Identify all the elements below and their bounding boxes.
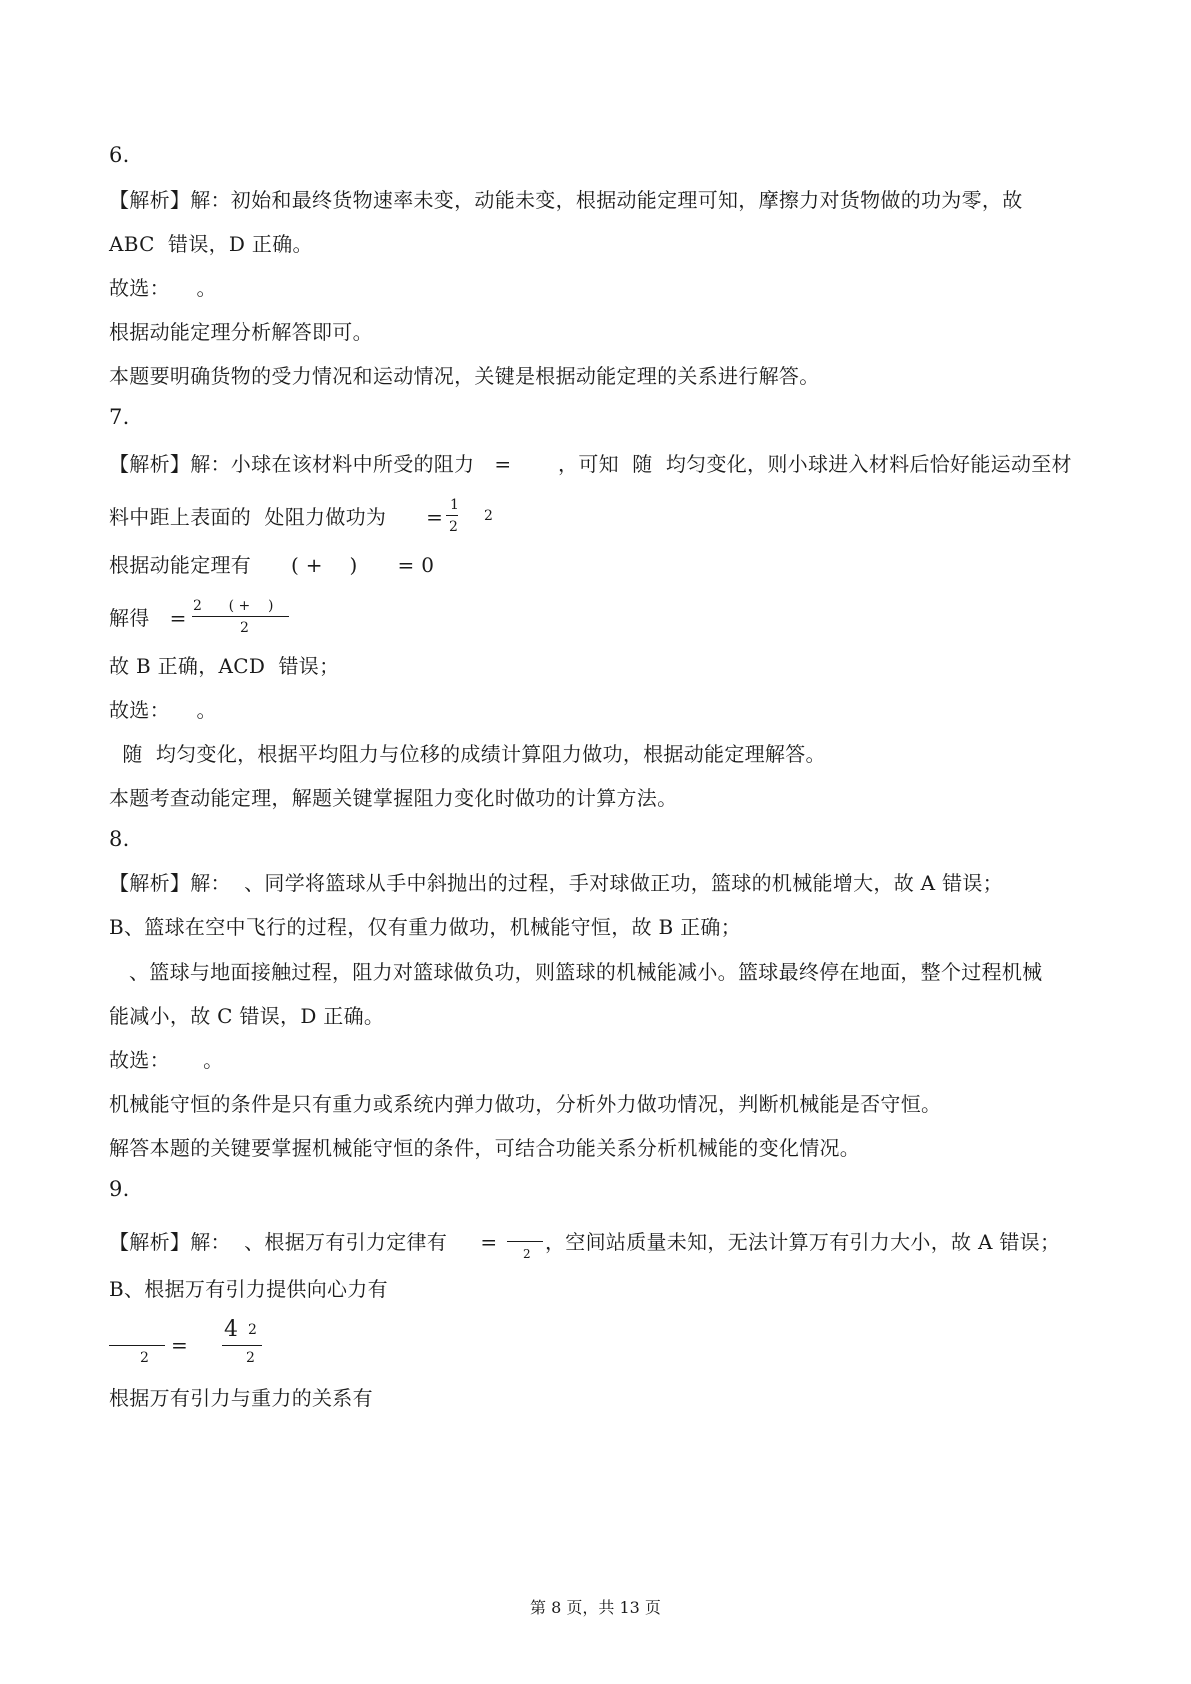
q9-gravity-fraction-bar: [507, 1241, 543, 1242]
q8-solution-line-1: 【解析】解： 、同学将篮球从手中斜抛出的过程，手对球做正功，篮球的机械能增大，故 A 错误；: [109, 871, 1003, 895]
q8-analysis: 机械能守恒的条件是只有重力或系统内弹力做功，分析外力做功情况，判断机械能是否守恒。: [109, 1092, 942, 1116]
q7-solution-line-4-label: 解得 =: [109, 606, 187, 630]
q9-solution-line-1-start: 【解析】解： 、根据万有引力定律有 =: [109, 1230, 498, 1254]
question-8-number: 8.: [109, 827, 130, 851]
question-7-number: 7.: [109, 405, 130, 429]
q8-choice: 故选： 。: [109, 1048, 224, 1072]
q8-comment: 解答本题的关键要掌握机械能守恒的条件，可结合功能关系分析机械能的变化情况。: [109, 1136, 861, 1160]
q9-gravity-denominator: 2: [523, 1247, 531, 1261]
q6-choice: 故选： 。: [109, 276, 217, 300]
q6-analysis: 根据动能定理分析解答即可。: [109, 320, 373, 344]
q7-choice: 故选： 。: [109, 698, 217, 722]
q7-analysis: 随 均匀变化，根据平均阻力与位移的成绩计算阻力做功，根据动能定理解答。: [109, 742, 826, 766]
question-6-number: 6.: [109, 143, 130, 167]
q9-solution-line-4: 根据万有引力与重力的关系有: [109, 1386, 373, 1410]
q9-eq-right-denominator: 2: [246, 1350, 255, 1366]
q7-solution-line-1: 【解析】解：小球在该材料中所受的阻力 = ，可知 随 均匀变化，则小球进入材料后恰好能运动至材: [109, 452, 1072, 476]
q7-result-fraction-bar: [192, 616, 289, 617]
q7-exponent: 2: [484, 508, 493, 524]
q7-comment: 本题考查动能定理，解题关键掌握阻力变化时做功的计算方法。: [109, 786, 678, 810]
q6-solution-line-2: ABC 错误，D 正确。: [109, 232, 313, 256]
q7-result-denominator: 2: [240, 620, 249, 636]
q8-solution-line-3: 、篮球与地面接触过程，阻力对篮球做负功，则篮球的机械能减小。篮球最终停在地面，整个过程机械: [109, 960, 1043, 984]
page-footer: 第 8 页，共 13 页: [530, 1598, 661, 1617]
question-9-number: 9.: [109, 1177, 130, 1201]
q7-fraction-denominator: 2: [449, 519, 458, 535]
q8-solution-line-2: B、篮球在空中飞行的过程，仅有重力做功，机械能守恒，故 B 正确；: [109, 915, 742, 939]
q9-eq-right-numerator-4: 4: [224, 1317, 239, 1342]
q9-eq-right-numerator-exp: 2: [248, 1322, 257, 1338]
q9-eq-right-fraction-bar: [222, 1345, 262, 1346]
q9-eq-left-fraction-bar: [109, 1345, 165, 1346]
q9-eq-equals: =: [171, 1333, 189, 1357]
q7-solution-line-3: 根据动能定理有 ( + ) = 0: [109, 553, 435, 577]
q7-fraction-numerator: 1: [450, 497, 459, 513]
q9-solution-line-1-end: ，空间站质量未知，无法计算万有引力大小，故 A 错误；: [545, 1230, 1061, 1254]
q7-solution-line-2: 料中距上表面的 处阻力做功为 =: [109, 505, 444, 529]
q7-solution-line-5: 故 B 正确，ACD 错误；: [109, 654, 340, 678]
q7-result-numerator: 2 ( + ): [193, 598, 274, 614]
q6-comment: 本题要明确货物的受力情况和运动情况，关键是根据动能定理的关系进行解答。: [109, 364, 820, 388]
q9-solution-line-2: B、根据万有引力提供向心力有: [109, 1277, 388, 1301]
q6-solution-line-1: 【解析】解：初始和最终货物速率未变，动能未变，根据动能定理可知，摩擦力对货物做的功为零，故: [109, 188, 1023, 212]
q9-eq-left-denominator: 2: [140, 1350, 149, 1366]
q7-fraction-bar: [446, 515, 458, 516]
q8-solution-line-4: 能减小，故 C 错误，D 正确。: [109, 1004, 385, 1028]
